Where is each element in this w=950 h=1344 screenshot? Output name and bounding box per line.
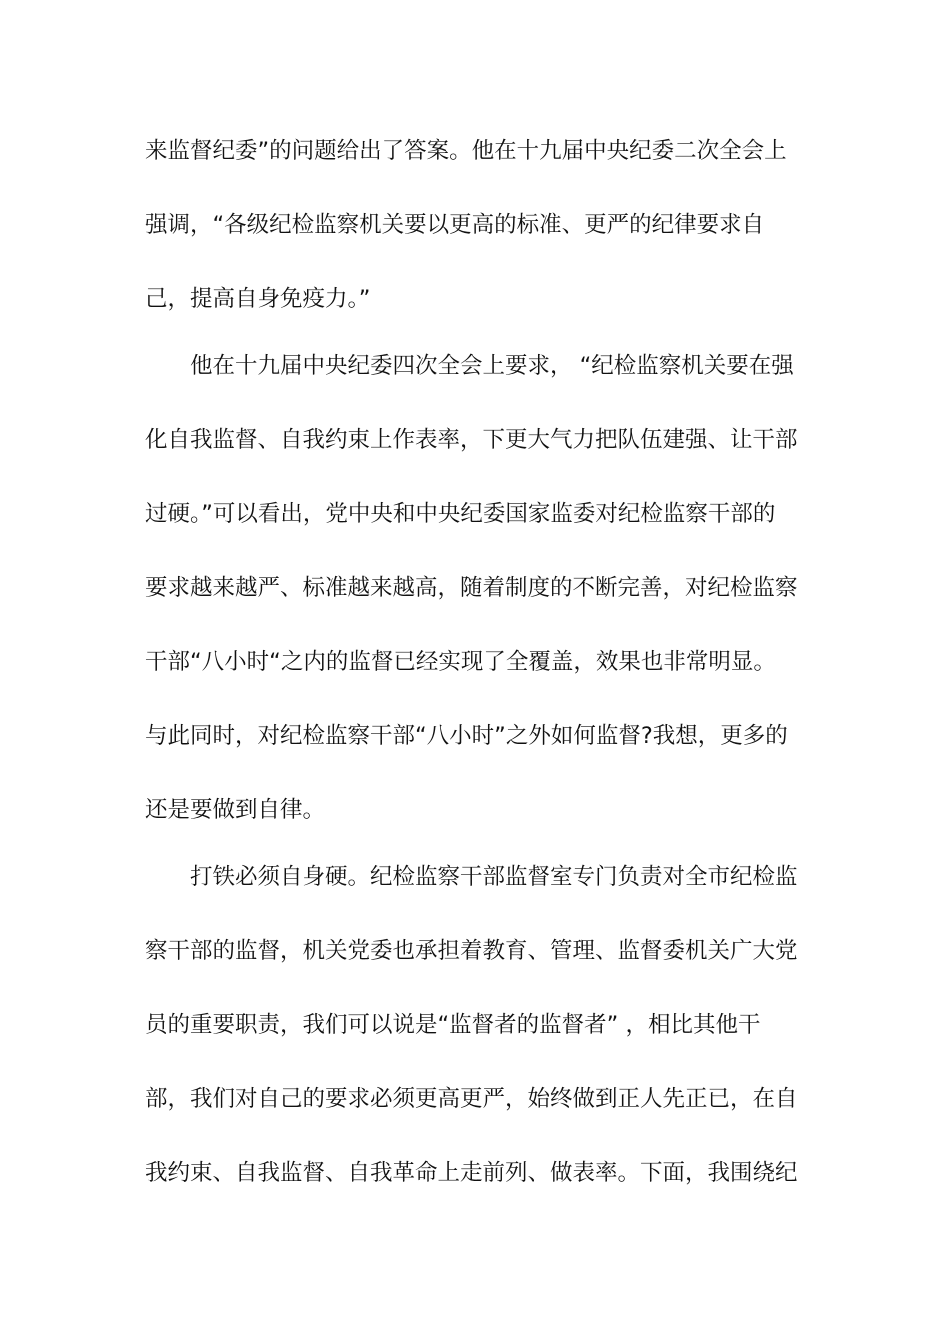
text-line-7: 要求越来越严、标准越来越高，随着制度的不断完善，对纪检监察: [145, 575, 798, 601]
text-line-5: 化自我监督、自我约束上作表率，下更大气力把队伍建强、让干部: [145, 427, 798, 453]
paragraph-3-first-line: 打铁必须自身硬。纪检监察干部监督室专门负责对全市纪检监: [190, 864, 798, 890]
text-line-15: 我约束、自我监督、自我革命上走前列、做表率。下面，我围绕纪: [145, 1160, 798, 1186]
text-line-9: 与此同时，对纪检监察干部“八小时”之外如何监督?我想，更多的: [145, 723, 788, 749]
text-line-8: 干部“八小时“之内的监督已经实现了全覆盖，效果也非常明显。: [145, 649, 776, 675]
text-line-14: 部，我们对自己的要求必须更高更严，始终做到正人先正已，在自: [145, 1086, 798, 1112]
text-line-6: 过硬。”可以看出，党中央和中央纪委国家监委对纪检监察干部的: [145, 501, 776, 527]
text-line-10: 还是要做到自律。: [145, 797, 326, 823]
text-line-13: 员的重要职责，我们可以说是“监督者的监督者” ，相比其他干: [145, 1012, 761, 1038]
text-line-3: 己，提高自身免疫力。”: [145, 286, 371, 312]
text-line-2: 强调，“各级纪检监察机关要以更高的标准、更严的纪律要求自: [145, 212, 765, 238]
text-line-12: 察干部的监督，机关党委也承担着教育、管理、监督委机关广大党: [145, 938, 798, 964]
paragraph-2-first-line: 他在十九届中央纪委四次全会上要求， “纪检监察机关要在强: [190, 353, 794, 379]
text-line-1: 来监督纪委”的问题给出了答案。他在十九届中央纪委二次全会上: [145, 138, 787, 164]
